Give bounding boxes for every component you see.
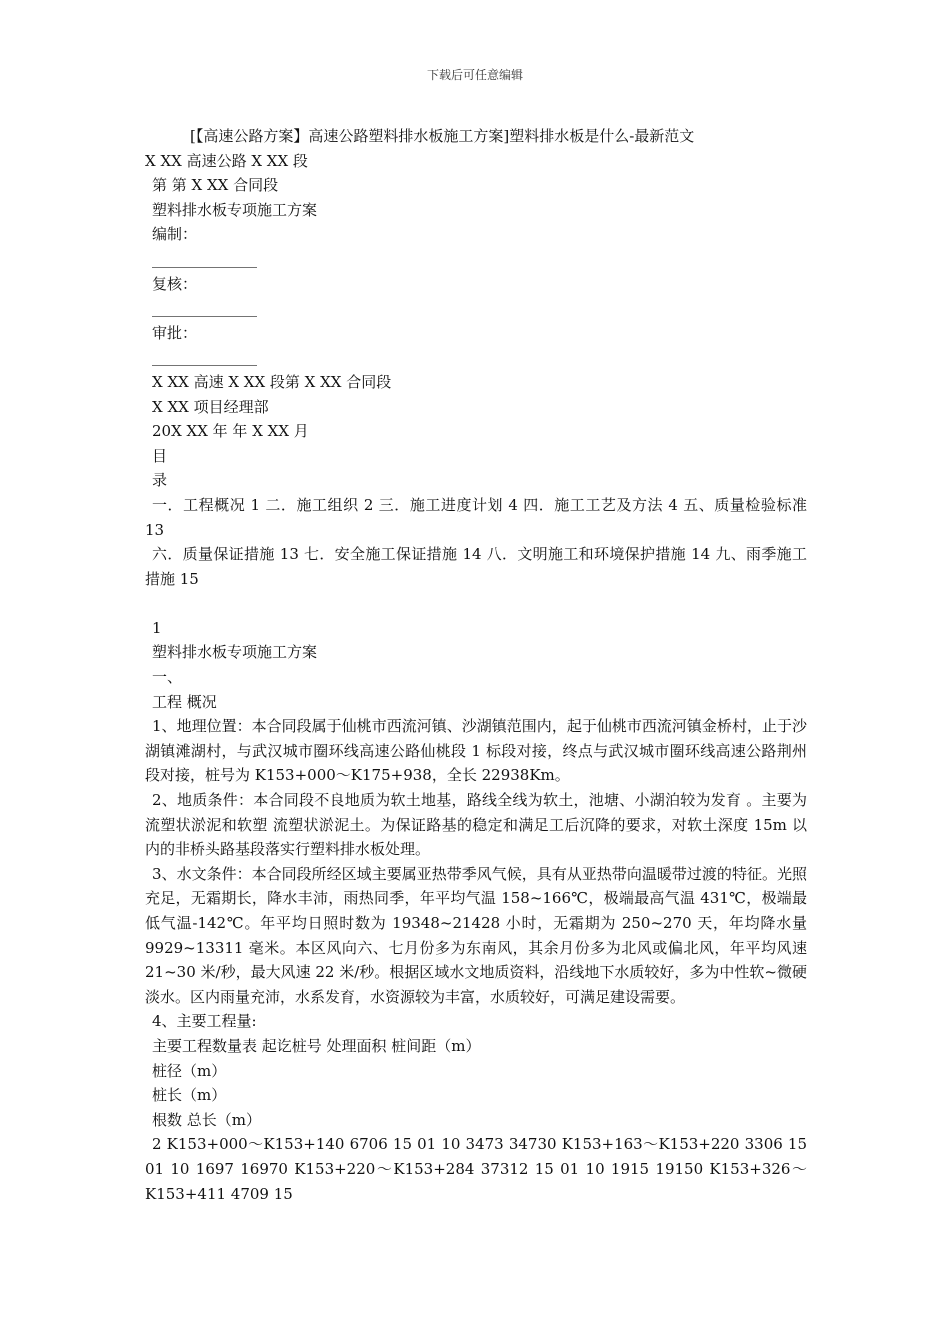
cover-contract: 第 第 X XX 合同段 <box>152 176 279 195</box>
paragraph-geology: 2、地质条件：本合同段不良地质为软土地基，路线全线为软土，池塘、小湖泊较为发育 。主要为流塑状淤泥和软塑 流塑状淤泥土。为保证路基的稳定和满足工后沉降的要求，对软土深度 15m 以内的非桥头路基段落实行塑料排水板处理。 <box>145 791 807 859</box>
cover-org-line2: X XX 项目经理部 <box>152 397 269 416</box>
cover-date: 20X XX 年 年 X XX 月 <box>152 422 309 441</box>
cover-plan-name: 塑料排水板专项施工方案 <box>152 200 318 219</box>
prepared-signature-line: ______________ <box>152 249 257 268</box>
approve-label: 审批： <box>152 323 198 342</box>
page-header: 下载后可任意编辑 <box>426 68 523 82</box>
page-number: 1 <box>152 618 162 637</box>
blank-line <box>145 591 807 616</box>
review-label: 复核： <box>152 274 198 293</box>
toc-title-1: 目 <box>152 446 168 465</box>
table-line-2: 桩径（m） <box>152 1061 227 1080</box>
prepared-label: 编制： <box>152 225 198 244</box>
review-signature-line: ______________ <box>152 299 257 318</box>
table-line-3: 桩长（m） <box>152 1086 227 1105</box>
toc-entries-2: 六．质量保证措施 13 七．安全施工保证措施 14 八．文明施工和环境保护措施 14 九、雨季施工措施 15 <box>145 545 807 588</box>
document-title: [【高速公路方案】高速公路塑料排水板施工方案]塑料排水板是什么-最新范文 <box>190 127 695 145</box>
toc-title-2: 录 <box>152 471 168 490</box>
section-title: 工程 概况 <box>152 692 217 711</box>
cover-road-section: X XX 高速公路 X XX 段 <box>145 151 308 170</box>
document-body <box>145 124 807 1206</box>
paragraph-quantities: 4、主要工程量: <box>152 1012 257 1031</box>
cover-org-line1: X XX 高速 X XX 段第 X XX 合同段 <box>152 372 392 391</box>
paragraph-location: 1、地理位置：本合同段属于仙桃市西流河镇、沙湖镇范围内，起于仙桃市西流河镇金桥村，止于沙湖镇滩湖村，与武汉城市圈环线高速公路仙桃段 1 标段对接，终点与武汉城市圈环线高速公路荆州段对接，桩号为 K153+000～K175+938，全长 22938Km。 <box>145 717 807 785</box>
plan-title: 塑料排水板专项施工方案 <box>152 643 318 662</box>
approve-signature-line: ______________ <box>152 348 257 367</box>
table-data: 2 K153+000～K153+140 6706 15 01 10 3473 34730 K153+163～K153+220 3306 15 01 10 1697 16970 K153+220～K153+284 37312 15 01 10 1915 19150 K153+326～K153+411 4709 15 <box>145 1135 807 1203</box>
toc-entries-1: 一．工程概况 1 二．施工组织 2 三．施工进度计划 4 四．施工工艺及方法 4 五、质量检验标准 13 <box>145 495 807 539</box>
paragraph-hydrology: 3、水文条件：本合同段所经区域主要属亚热带季风气候，具有从亚热带向温暖带过渡的特征。光照充足，无霜期长，降水丰沛，雨热同季，年平均气温 158~166℃，极端最高气温 431℃，极端最低气温-142℃。年平均日照时数为 19348~21428 小时，无霜期为 250~270 天，年均降水量 9929~13311 毫米。本区风向六、七月份多为东南风，其余月份多为北风或偏北风，年平均风速 21~30 米/秒，最大风速 22 米/秒。根据区域水文地质资料，沿线地下水质较好，多为中性软~微硬淡水。区内雨量充沛，水系发育，水资源较为丰富，水质较好，可满足建设需要。 <box>145 864 807 1006</box>
table-line-1: 主要工程数量表 起讫桩号 处理面积 桩间距（m） <box>152 1036 481 1055</box>
section-number: 一、 <box>152 668 183 687</box>
table-line-4: 根数 总长（m） <box>152 1110 261 1129</box>
